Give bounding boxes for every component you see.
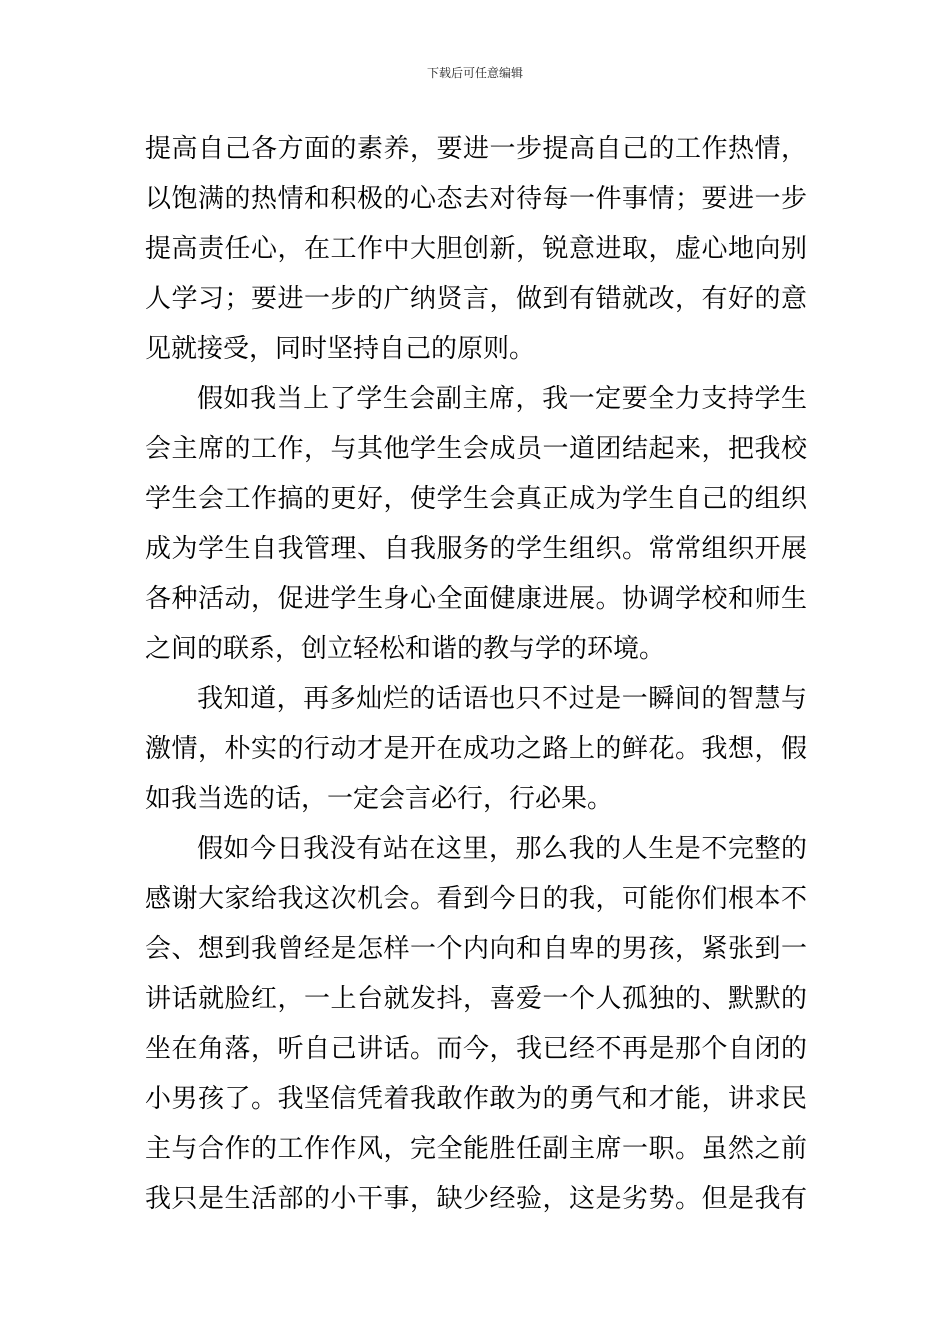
header-text: 下载后可任意编辑 [426,66,523,80]
page-header [0,64,950,82]
paragraph [145,824,807,1224]
text-line: 会主席的工作，与其他学生会成员一道团结起来，把我校 [145,434,807,464]
text-line: 以饱满的热情和积极的心态去对待每一件事情；要进一步 [145,184,807,214]
text-line: 提高自己各方面的素养，要进一步提高自己的工作热情， [145,134,807,164]
text-line: 感谢大家给我这次机会。看到今日的我，可能你们根本不 [145,884,807,914]
text-line: 激情，朴实的行动才是开在成功之路上的鲜花。我想，假 [145,734,807,764]
paragraph [145,124,807,374]
text-line: 讲话就脸红，一上台就发抖，喜爱一个人孤独的、默默的 [145,984,807,1014]
text-line: 我知道，再多灿烂的话语也只不过是一瞬间的智慧与 [197,684,807,714]
text-line: 坐在角落，听自己讲话。而今，我已经不再是那个自闭的 [145,1034,807,1064]
text-line: 见就接受，同时坚持自己的原则。 [145,334,536,364]
text-line: 之间的联系，创立轻松和谐的教与学的环境。 [145,634,666,664]
text-line: 假如我当上了学生会副主席，我一定要全力支持学生 [197,384,807,414]
text-line: 人学习；要进一步的广纳贤言，做到有错就改，有好的意 [145,284,807,314]
text-line: 学生会工作搞的更好，使学生会真正成为学生自己的组织 [145,484,807,514]
text-line: 假如今日我没有站在这里，那么我的人生是不完整的 [197,834,807,864]
paragraph [145,374,807,674]
text-line: 成为学生自我管理、自我服务的学生组织。常常组织开展 [145,534,807,564]
text-line: 各种活动，促进学生身心全面健康进展。协调学校和师生 [145,584,807,614]
text-line: 如我当选的话，一定会言必行，行必果。 [145,784,614,814]
text-line: 提高责任心，在工作中大胆创新，锐意进取，虚心地向别 [145,234,807,264]
text-line: 会、想到我曾经是怎样一个内向和自卑的男孩，紧张到一 [145,934,807,964]
text-line: 主与合作的工作作风，完全能胜任副主席一职。虽然之前 [145,1134,807,1164]
text-line: 小男孩了。我坚信凭着我敢作敢为的勇气和才能，讲求民 [145,1084,807,1114]
document-body [145,124,807,1224]
text-line: 我只是生活部的小干事，缺少经验，这是劣势。但是我有 [145,1184,807,1214]
paragraph [145,674,807,824]
